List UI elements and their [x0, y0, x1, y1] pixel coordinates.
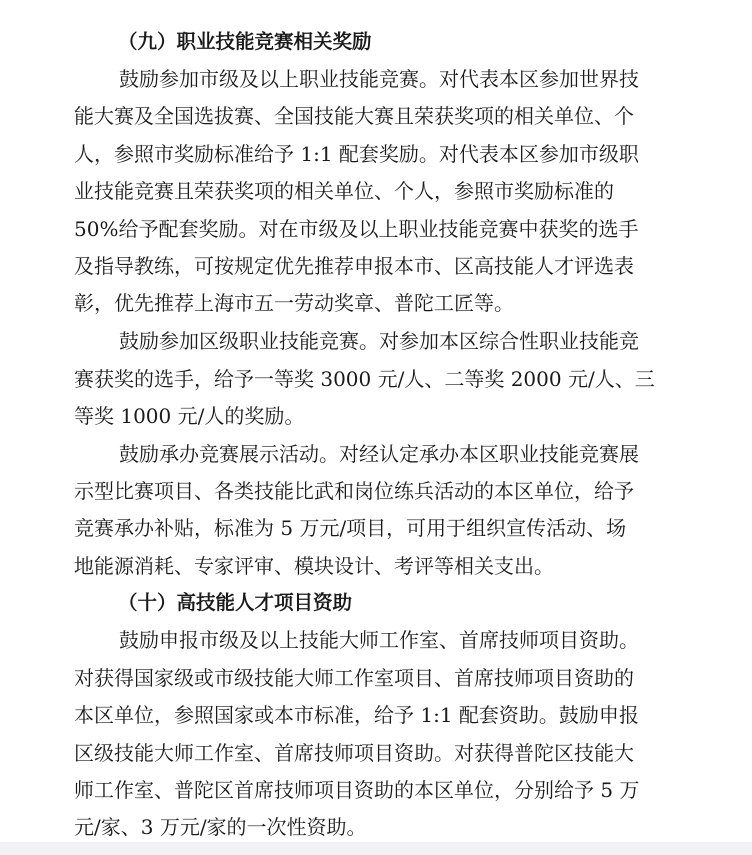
paragraph-line: 鼓励承办竞赛展示活动。对经认定承办本区职业技能竞赛展 [119, 442, 639, 466]
section-10-heading: （十）高技能人才项目资助 [118, 591, 353, 614]
paragraph-line: 示型比赛项目、各类技能比武和岗位练兵活动的本区单位，给予 [74, 479, 634, 503]
paragraph-line: 及指导教练，可按规定优先推荐申报本市、区高技能人才评选表 [74, 254, 634, 278]
paragraph-line: 地能源消耗、专家评审、模块设计、考评等相关支出。 [74, 554, 554, 578]
paragraph-line: 50%给予配套奖励。对在市级及以上职业技能竞赛中获奖的选手 [74, 217, 639, 241]
paragraph-line: 彰，优先推荐上海市五一劳动奖章、普陀工匠等。 [74, 291, 514, 315]
paragraph-line: 师工作室、普陀区首席技师项目资助的本区单位，分别给予 5 万 [74, 778, 640, 802]
paragraph-line: 本区单位，参照国家或本市标准，给予 1:1 配套资助。鼓励申报 [74, 703, 639, 727]
paragraph-line: 能大赛及全国选拔赛、全国技能大赛且荣获奖项的相关单位、个 [74, 104, 634, 128]
paragraph-line: 业技能竞赛且荣获奖项的相关单位、个人，参照市奖励标准的 [74, 179, 614, 203]
paragraph-line: 鼓励参加区级职业技能竞赛。对参加本区综合性职业技能竞 [119, 329, 639, 353]
paragraph-line: 区级技能大师工作室、首席技师项目资助。对获得普陀区技能大 [74, 741, 634, 765]
paragraph-line: 竞赛承办补贴，标准为 5 万元/项目，可用于组织宣传活动、场 [74, 516, 627, 540]
paragraph-line: 鼓励参加市级及以上职业技能竞赛。对代表本区参加世界技 [119, 67, 639, 91]
paragraph-line: 鼓励申报市级及以上技能大师工作室、首席技师项目资助。 [119, 628, 639, 652]
paragraph-line: 对获得国家级或市级技能大师工作室项目、首席技师项目资助的 [74, 666, 634, 690]
paragraph-line: 人，参照市奖励标准给予 1:1 配套奖励。对代表本区参加市级职 [74, 142, 639, 166]
paragraph-line: 等奖 1000 元/人的奖励。 [74, 404, 305, 428]
bottom-margin-strip [0, 842, 752, 855]
paragraph-line: 赛获奖的选手，给予一等奖 3000 元/人、二等奖 2000 元/人、三 [74, 367, 655, 391]
section-9-heading: （九）职业技能竞赛相关奖励 [118, 30, 372, 53]
paragraph-line: 元/家、3 万元/家的一次性资助。 [74, 815, 367, 839]
